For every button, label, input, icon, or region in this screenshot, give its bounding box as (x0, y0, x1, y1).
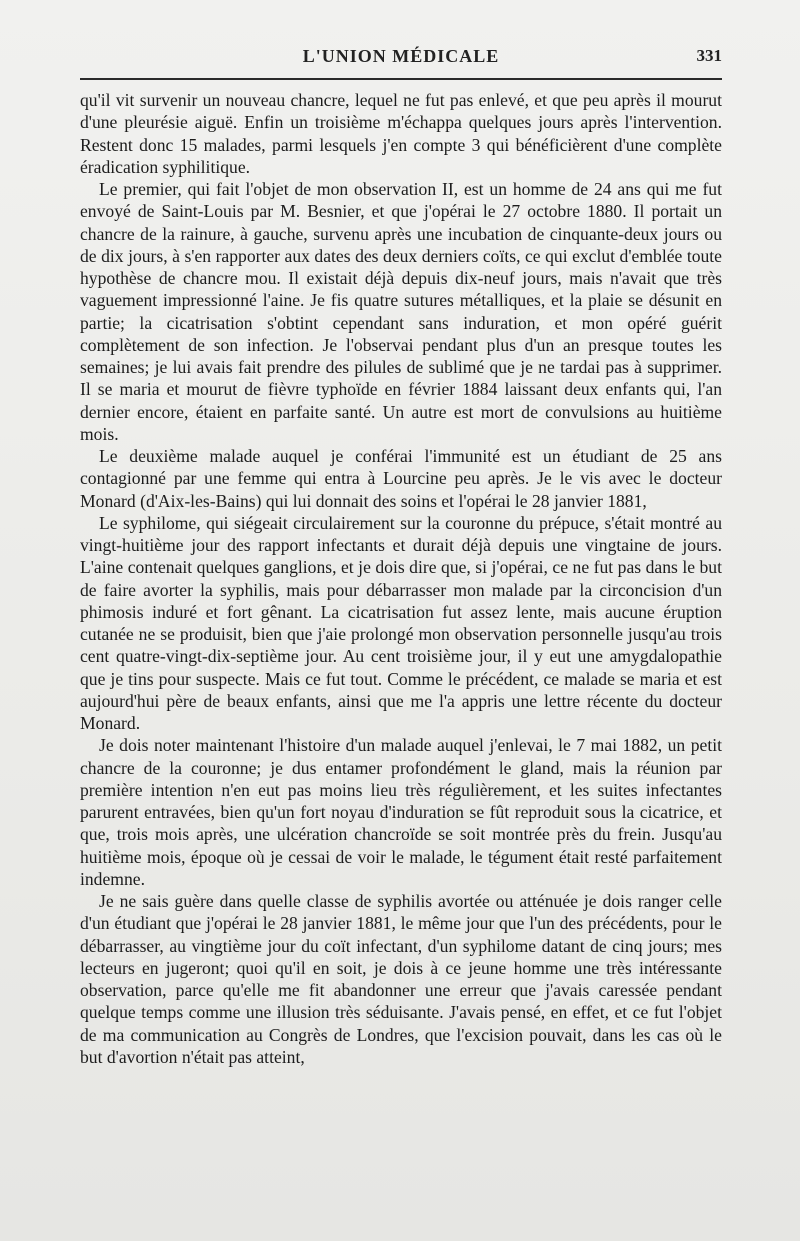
body-text (80, 89, 722, 1068)
journal-title: L'UNION MÉDICALE (302, 46, 500, 66)
paragraph-second-patient: Le deuxième malade auquel je conférai l'immunité est un étudiant de 25 ans contagionné par une femme qui entra à Lourcine peu après. Je le vis avec le docteur Monard (d'Aix-les-Bains) qui lui donnait des soins et l'opérai le 28 janvier 1881, (80, 446, 722, 511)
header-rule (80, 78, 722, 80)
page-number: 331 (696, 46, 722, 65)
paragraph-third-patient: Je dois noter maintenant l'histoire d'un malade auquel j'enlevai, le 7 mai 1882, un petit chancre de la couronne; je dus entamer profondément le gland, mais la réunion par première intention n'en eut pas moins lieu très régulièrement, et les suites infectantes parurent entravées, bien qu'un fort noyau d'induration se fût reproduit sous la cicatrice, et que, trois mois après, une ulcération chancroïde se soit montrée près du frein. Jusqu'au huitième mois, époque où je cessai de voir le malade, le tégument était resté parfaitement indemne. (80, 735, 722, 889)
running-head (80, 46, 722, 70)
paragraph-continuation: qu'il vit survenir un nouveau chancre, lequel ne fut pas enlevé, et que peu après il mourut d'une pleurésie aiguë. Enfin un troisième m'échappa quelques jours après l'intervention. Restent donc 15 malades, parmi lesquels j'en compte 3 qui bénéficièrent d'une complète éradication syphilitique. (80, 90, 722, 177)
paragraph-student-case: Je ne sais guère dans quelle classe de syphilis avortée ou atténuée je dois ranger celle d'un étudiant que j'opérai le 28 janvier 1881, le même jour que l'un des précédents, pour le débarrasser, au vingtième jour du coït infectant, d'un syphilome datant de cinq jours; mes lecteurs en jugeront; quoi qu'il en soit, je dois à ce jeune homme une très intéressante observation, parce qu'elle me fit abandonner une erreur que j'avais caressée pendant quelque temps comme une illusion très séduisante. J'avais pensé, en effet, et ce fut l'objet de ma communication au Congrès de Londres, que l'excision pouvait, dans les cas où le but d'avortion n'était pas atteint, (80, 891, 722, 1067)
paragraph-first-patient: Le premier, qui fait l'objet de mon observation II, est un homme de 24 ans qui me fut envoyé de Saint-Louis par M. Besnier, et que j'opérai le 27 octobre 1880. Il portait un chancre de la rainure, à gauche, survenu après une incubation de cinquante-deux jours ou de dix jours, à s'en rapporter aux dates des deux derniers coïts, ce qui exclut d'emblée toute hypothèse de chancre mou. Il existait déjà depuis dix-neuf jours, mais n'avait que très vaguement impressionné l'aine. Je fis quatre sutures métalliques, et la plaie se désunit en partie; la cicatrisation s'obtint cependant sans induration, et mon opéré guérit complètement de son infection. Je l'observai pendant plus d'un an presque toutes les semaines; je lui avais fait prendre des pilules de sublimé que je ne tardai pas à supprimer. Il se maria et mourut de fièvre typhoïde en février 1884 laissant deux enfants qui, l'an dernier encore, étaient en parfaite santé. Un autre est mort de convulsions au huitième mois. (80, 179, 722, 444)
paragraph-syphiloma: Le syphilome, qui siégeait circulairement sur la couronne du prépuce, s'était montré au vingt-huitième jour des rapport infectants et durait déjà depuis une vingtaine de jours. L'aine contenait quelques ganglions, et je dois dire que, si j'opérai, ce ne fut pas dans le but de faire avorter la syphilis, mais pour débarrasser mon malade par la circoncision d'un phimosis induré et fort gênant. La cicatrisation fut assez lente, mais aucune éruption cutanée ne se produisit, bien que j'aie prolongé mon observation personnelle jusqu'au trois cent quatre-vingt-dix-septième jour. Au cent troisième jour, il y eut une amygdalopathie que je tins pour suspecte. Mais ce fut tout. Comme le précédent, ce malade se maria et est aujourd'hui père de beaux enfants, ainsi que me l'a appris une lettre récente du docteur Monard. (80, 512, 722, 733)
